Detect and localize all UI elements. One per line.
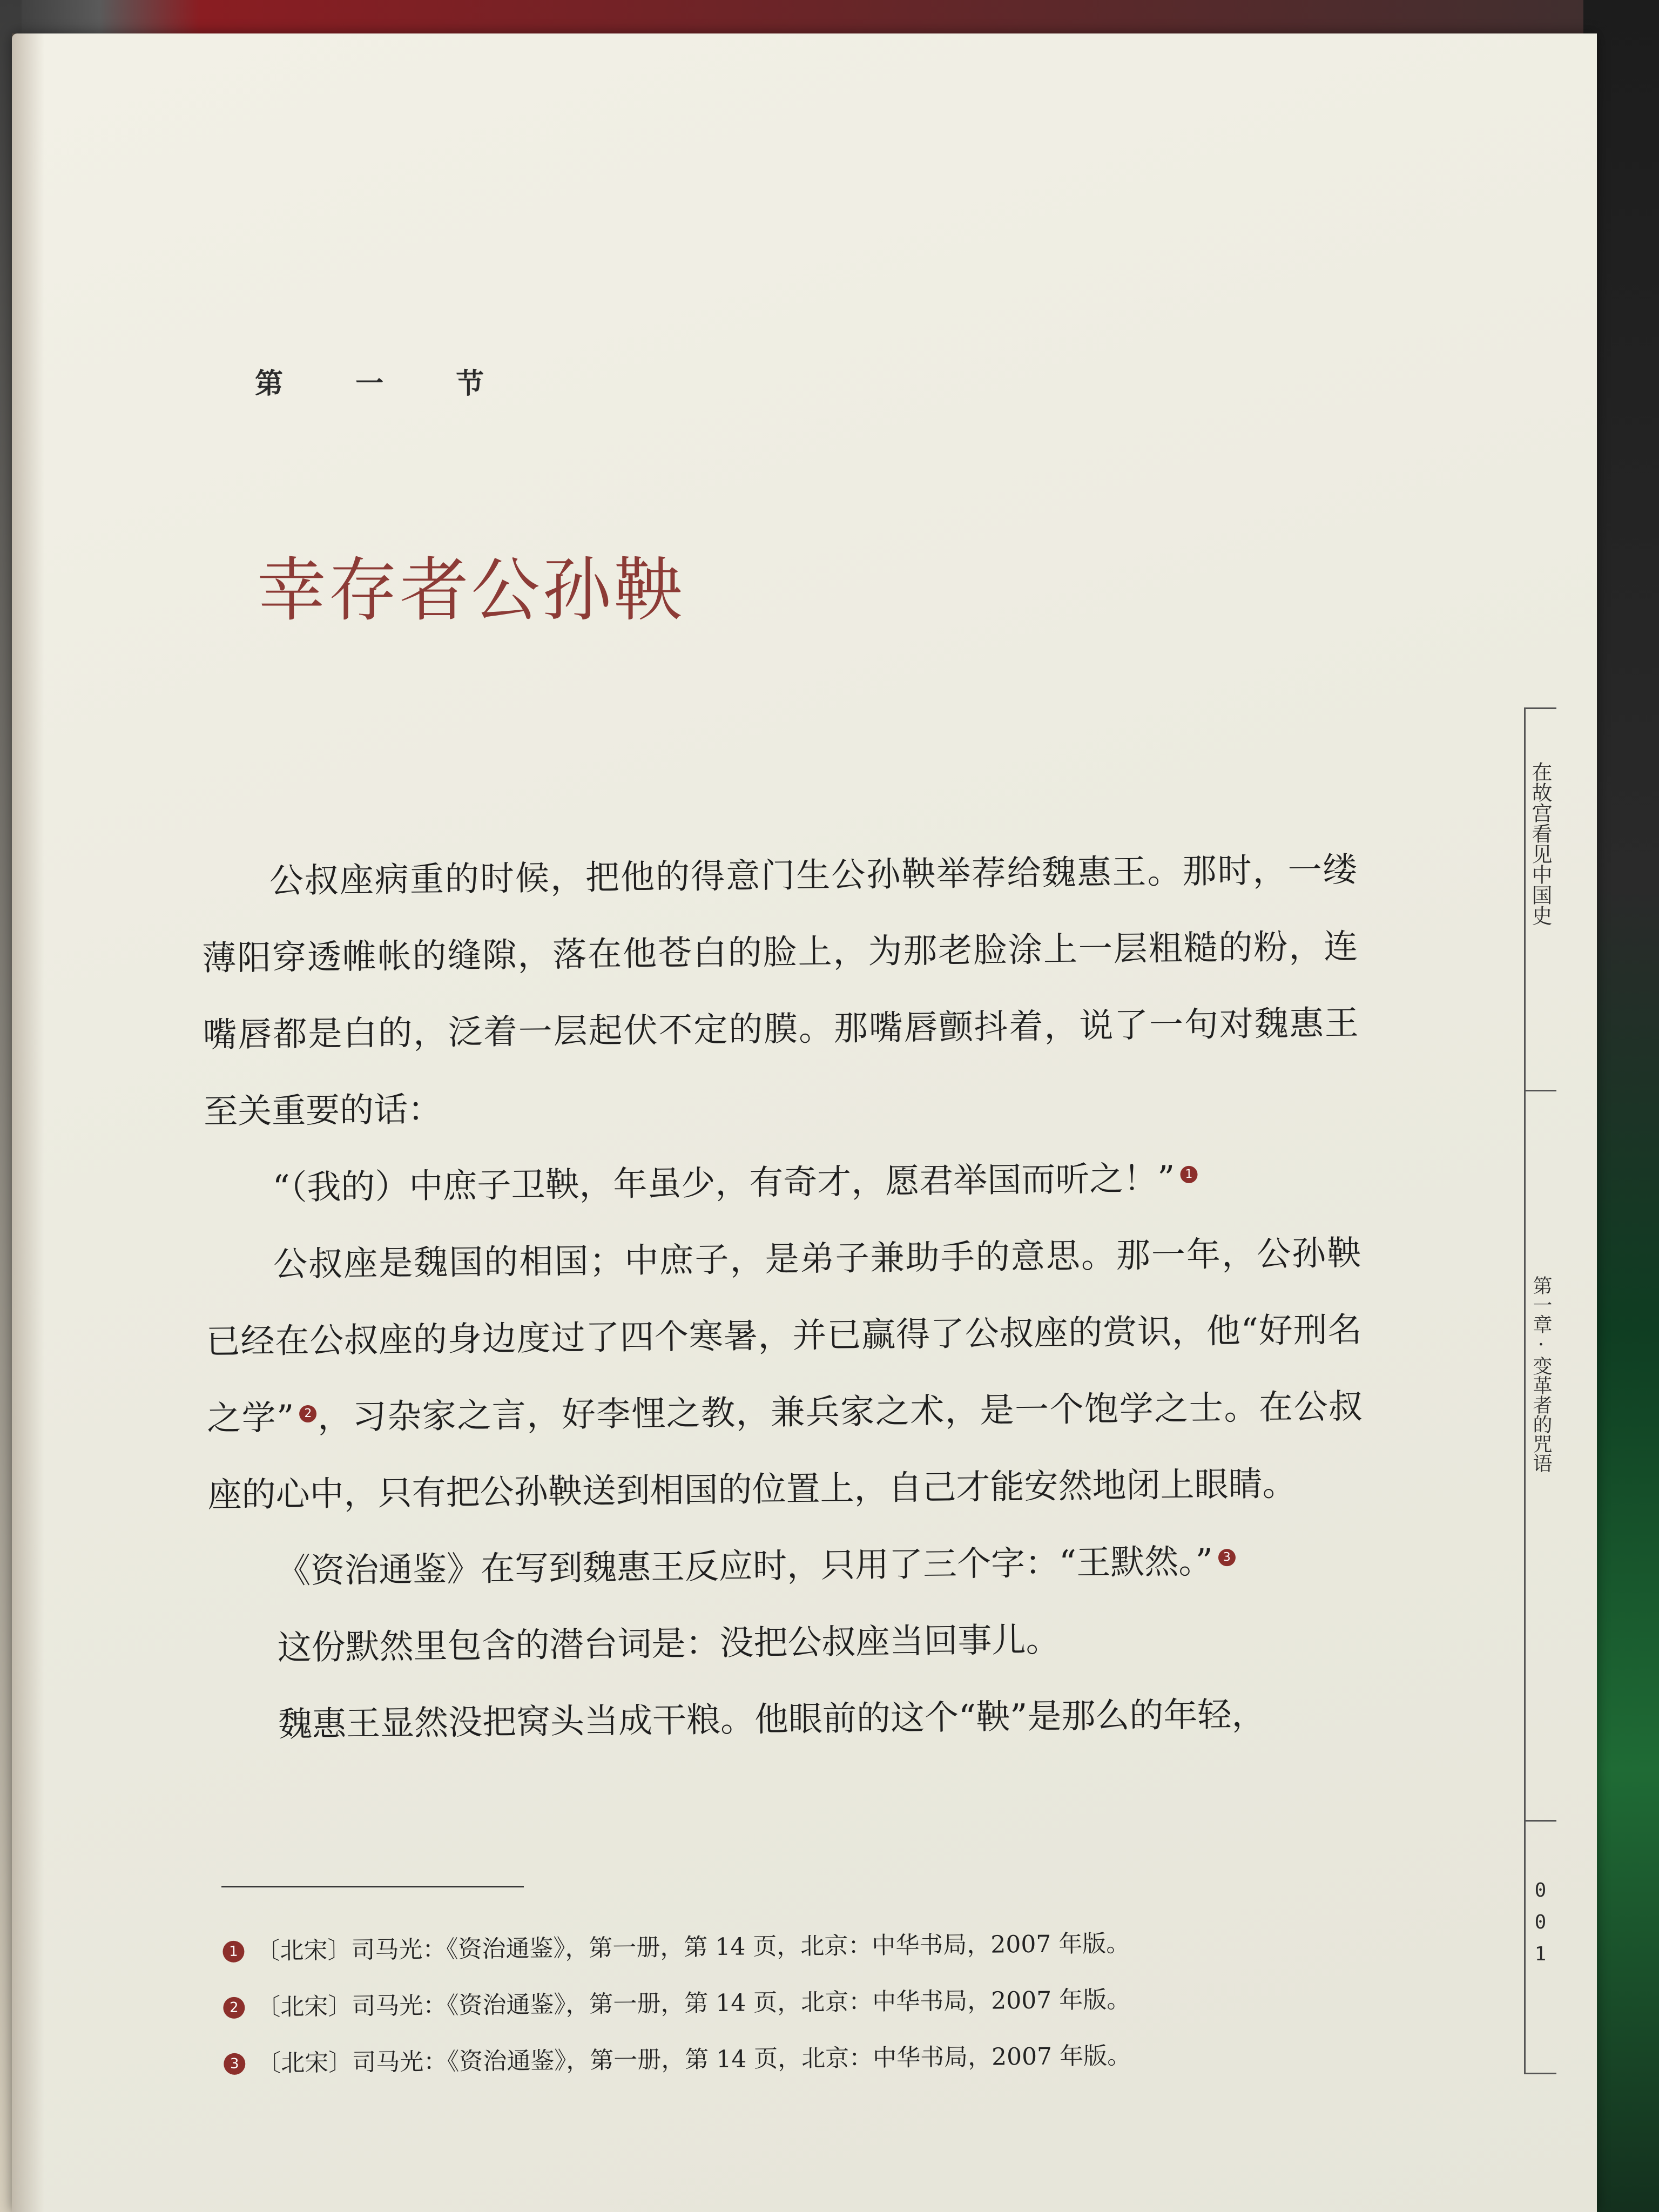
- footnote-item: [224, 2027, 1304, 2092]
- footnote-number: 1: [222, 1941, 244, 1963]
- paragraph-text-continued: ，习杂家之言，好李悝之教，兼兵家之术，是一个饱学之士。在公叔座的心中，只有把公孙鞅送到相国的位置上，自己才能安然地闭上眼睛。: [207, 1386, 1363, 1515]
- paragraph: [210, 1675, 1366, 1764]
- side-rail-tick: [1524, 1090, 1556, 1091]
- paragraph-text: 《资治通鉴》在写到魏惠王反应时，只用了三个字：“王默然。”: [276, 1541, 1213, 1591]
- paragraph: [205, 1215, 1364, 1534]
- running-head-chapter: 第一章·变革者的咒语: [1530, 1276, 1552, 1473]
- footnote-item: [223, 1971, 1304, 2036]
- footnote-marker[interactable]: 2: [299, 1405, 316, 1422]
- footnote-text: 〔北宋〕司马光：《资治通鉴》，第一册，第 14 页，北京：中华书局，2007 年版。: [256, 1930, 1130, 1965]
- running-head-book-title: 在故宫看见中国史: [1528, 761, 1552, 926]
- footnote-marker[interactable]: 1: [1180, 1166, 1197, 1183]
- footnotes: [222, 1914, 1304, 2092]
- paragraph: [209, 1599, 1365, 1687]
- footnote-number: 3: [224, 2053, 245, 2075]
- footnote-marker[interactable]: 3: [1218, 1549, 1236, 1566]
- footnote-text: 〔北宋〕司马光：《资治通鉴》，第一册，第 14 页，北京：中华书局，2007 年版。: [257, 2042, 1131, 2078]
- side-rail-tick: [1524, 707, 1556, 709]
- footnote-divider: [221, 1886, 524, 1887]
- paragraph: [201, 832, 1360, 1150]
- section-label: 第 一 节: [255, 367, 516, 400]
- side-rail-tick: [1524, 2073, 1556, 2074]
- paragraph: [204, 1138, 1360, 1227]
- paragraph-text: 魏惠王显然没把窝头当成干粮。他眼前的这个“鞅”是那么的年轻，: [278, 1694, 1266, 1744]
- footnote-text: 〔北宋〕司马光：《资治通鉴》，第一册，第 14 页，北京：中华书局，2007 年版。: [257, 1986, 1131, 2021]
- paragraph-text: “（我的）中庶子卫鞅，年虽少，有奇才，愿君举国而听之！”: [272, 1158, 1175, 1208]
- side-rail: [1524, 707, 1526, 2074]
- page-number: 001: [1529, 1879, 1552, 1975]
- paragraph-text: 这份默然里包含的潜台词是：没把公叔座当回事儿。: [277, 1620, 1060, 1668]
- body-text: [201, 832, 1366, 1764]
- paragraph: [208, 1522, 1364, 1610]
- page-gutter-shadow: [12, 33, 44, 2212]
- paragraph-text: 公叔座是魏国的相国；中庶子，是弟子兼助手的意思。那一年，公孙鞅已经在公叔座的身边度过了四个寒暑，并已赢得了公叔座的赏识，他“好刑名之学”: [206, 1233, 1362, 1438]
- footnote-item: [222, 1914, 1303, 1980]
- footnote-number: 2: [223, 1997, 245, 2019]
- side-rail-tick: [1524, 1820, 1556, 1822]
- chapter-title: 幸存者公孙鞅: [257, 550, 685, 631]
- paragraph-text: 公叔座病重的时候，把他的得意门生公孙鞅举荐给魏惠王。那时，一缕薄阳穿透帷帐的缝隙，落在他苍白的脸上，为那老脸涂上一层粗糙的粉，连嘴唇都是白的，泛着一层起伏不定的膜。那嘴唇颤抖着，说了一句对魏惠王至关重要的话：: [201, 849, 1359, 1131]
